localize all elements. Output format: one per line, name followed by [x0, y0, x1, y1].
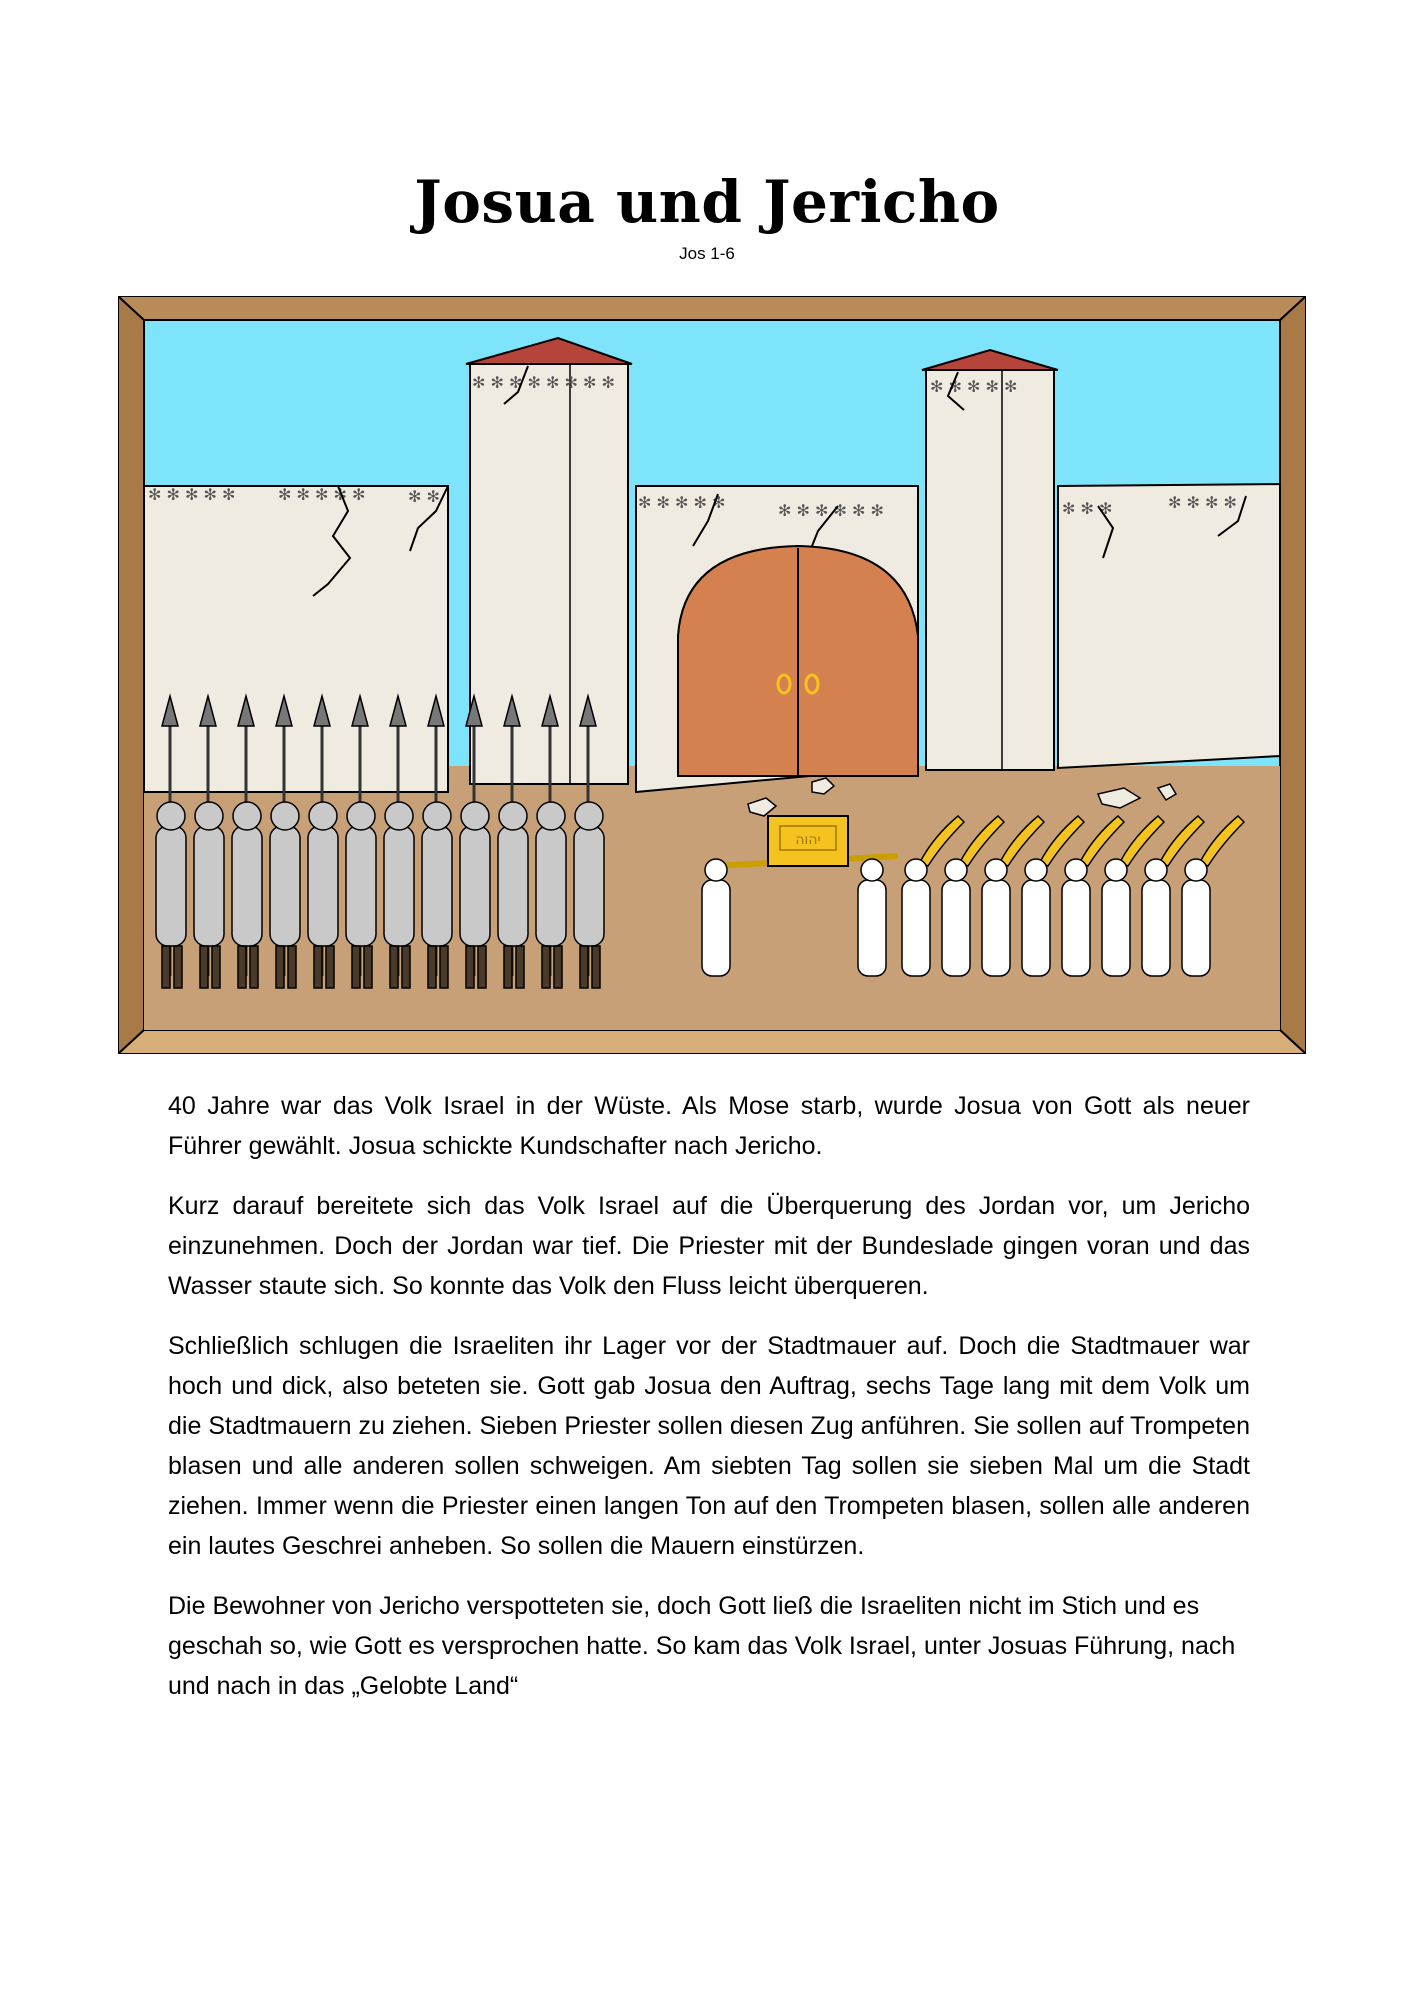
svg-text:✻ ✻: ✻ ✻ [408, 487, 440, 506]
bible-reference: Jos 1-6 [679, 244, 735, 263]
tower-right [926, 370, 1054, 770]
svg-text:✻ ✻ ✻ ✻ ✻ ✻ ✻ ✻: ✻ ✻ ✻ ✻ ✻ ✻ ✻ ✻ [472, 373, 615, 392]
svg-text:✻ ✻ ✻ ✻ ✻: ✻ ✻ ✻ ✻ ✻ [278, 485, 366, 504]
svg-text:✻ ✻ ✻: ✻ ✻ ✻ [1062, 499, 1113, 518]
page-title: Josua und Jericho [414, 168, 1000, 236]
story-text [168, 1086, 1250, 1726]
ark-inscription: יהוה [795, 832, 821, 848]
illustration-jericho [118, 296, 1306, 1054]
paragraph-2: Kurz darauf bereitete sich das Volk Israel auf die Überquerung des Jordan vor, um Jericho einzunehmen. Doch der Jordan war tief. Die Priester mit der Bundeslade gingen voran und das Wasser staute sich. So konnte das Volk den Fluss leicht überqueren. [168, 1192, 1250, 1300]
svg-text:✻ ✻ ✻ ✻ ✻ ✻: ✻ ✻ ✻ ✻ ✻ ✻ [778, 501, 884, 520]
svg-text:✻ ✻ ✻ ✻ ✻: ✻ ✻ ✻ ✻ ✻ [148, 485, 236, 504]
svg-text:✻ ✻ ✻ ✻ ✻: ✻ ✻ ✻ ✻ ✻ [930, 377, 1018, 396]
paragraph-1: 40 Jahre war das Volk Israel in der Wüste. Als Mose starb, wurde Josua von Gott als neuer Führer gewählt. Josua schickte Kundschafter nach Jericho. [168, 1092, 1250, 1160]
paragraph-4: Die Bewohner von Jericho verspotteten sie, doch Gott ließ die Israeliten nicht im Stich und es geschah so, wie Gott es versprochen hatte. So kam das Volk Israel, unter Josuas Führung, nach und nach in das „Gelobte Land“ [168, 1592, 1236, 1700]
svg-text:✻ ✻ ✻ ✻: ✻ ✻ ✻ ✻ [1168, 493, 1237, 512]
svg-text:✻ ✻ ✻ ✻ ✻: ✻ ✻ ✻ ✻ ✻ [638, 493, 726, 512]
city-wall-left [144, 486, 448, 792]
paragraph-3: Schließlich schlugen die Israeliten ihr Lager vor der Stadtmauer auf. Doch die Stadtmauer war hoch und dick, also beteten sie. Gott gab Josua den Auftrag, sechs Tage lang mit dem Volk um die Stadtmauern zu ziehen. Sieben Priester sollen diesen Zug anführen. Sie sollen auf Trompeten blasen und alle anderen sollen schweigen. Am siebten Tag sollen sie sieben Mal um die Stadt ziehen. Immer wenn die Priester einen langen Ton auf den Trompeten blasen, sollen alle anderen ein lautes Geschrei anheben. So sollen die Mauern einstürzen. [168, 1332, 1250, 1560]
city-wall-right [1058, 484, 1280, 768]
